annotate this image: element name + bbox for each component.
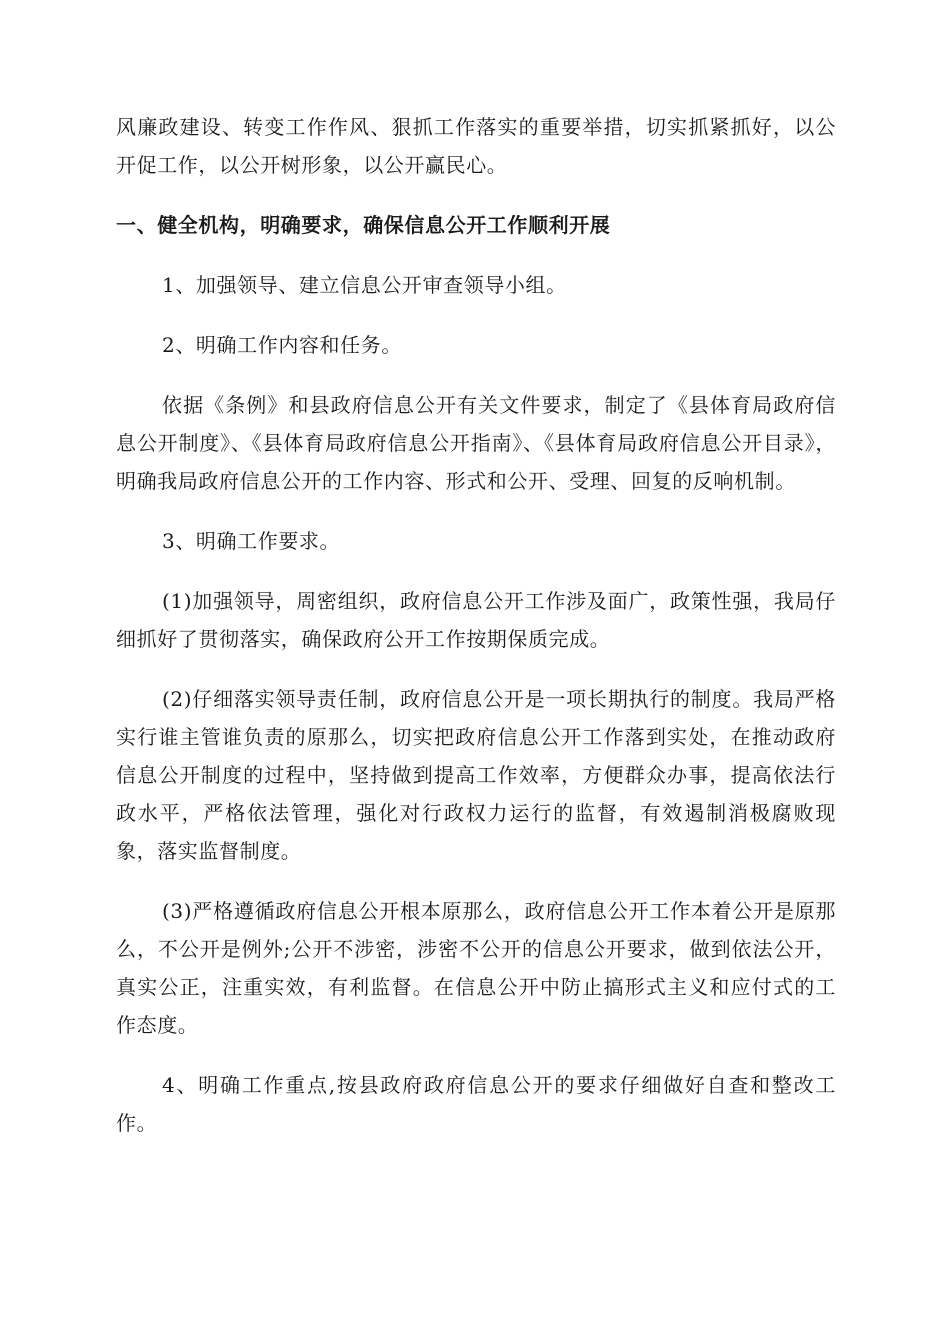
section-heading: 一、健全机构，明确要求，确保信息公开工作顺利开展 xyxy=(116,213,611,237)
paragraph-item-3-1: (1)加强领导，周密组织，政府信息公开工作涉及面广，政策性强，我局仔细抓好了贯彻落实，确保政府公开工作按期保质完成。 xyxy=(116,589,836,651)
paragraph-intro: 风廉政建设、转变工作作风、狠抓工作落实的重要举措，切实抓紧抓好，以公开促工作，以公开树形象，以公开赢民心。 xyxy=(116,115,836,177)
document-page xyxy=(116,108,836,1142)
paragraph-item-1: 1、加强领导、建立信息公开审查领导小组。 xyxy=(162,273,567,297)
paragraph-item-3: 3、明确工作要求。 xyxy=(162,529,341,553)
paragraph-item-2-detail: 依据《条例》和县政府信息公开有关文件要求，制定了《县体育局政府信息公开制度》、《县体育局政府信息公开指南》、《县体育局政府信息公开目录》，明确我局政府信息公开的工作内容、形式和公开、受理、回复的反响机制。 xyxy=(116,393,836,493)
paragraph-item-4: 4、明确工作重点,按县政府政府信息公开的要求仔细做好自查和整改工作。 xyxy=(116,1073,836,1135)
paragraph-item-2: 2、明确工作内容和任务。 xyxy=(162,333,402,357)
paragraph-item-3-3: (3)严格遵循政府信息公开根本原那么，政府信息公开工作本着公开是原那么，不公开是例外;公开不涉密，涉密不公开的信息公开要求，做到依法公开，真实公正，注重实效，有利监督。在信息公开中防止搞形式主义和应付式的工作态度。 xyxy=(116,899,836,1037)
paragraph-item-3-2: (2)仔细落实领导责任制，政府信息公开是一项长期执行的制度。我局严格实行谁主管谁负责的原那么，切实把政府信息公开工作落到实处，在推动政府信息公开制度的过程中，坚持做到提高工作效率，方便群众办事，提高依法行政水平，严格依法管理，强化对行政权力运行的监督，有效遏制消极腐败现象，落实监督制度。 xyxy=(116,687,836,863)
